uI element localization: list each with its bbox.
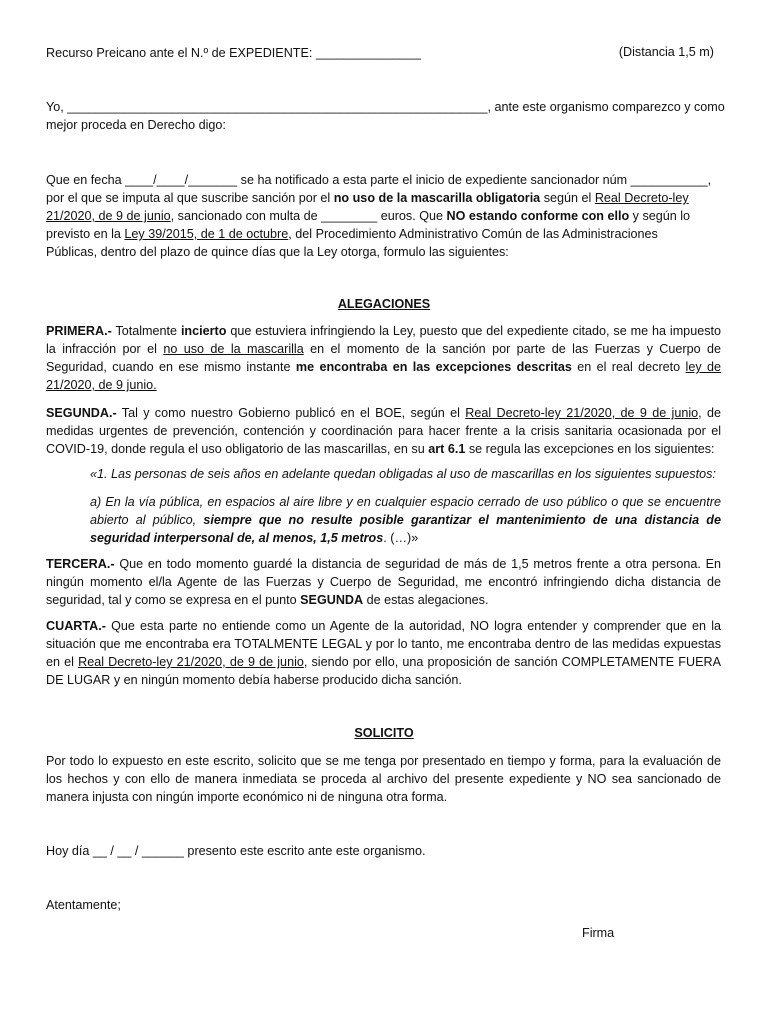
primera-text: que estuviera infringiendo la Ley, puesto que del expediente citado, se me ha impuesto la infracción por el	[46, 324, 721, 356]
que-bold-no-conforme: NO estando conforme con ello	[446, 209, 630, 223]
que-text: y según lo	[629, 209, 691, 223]
primera-text: en el real decreto	[571, 360, 686, 374]
yo-line-2: mejor proceda en Derecho digo:	[46, 118, 226, 132]
tercera-text: de estas alegaciones.	[363, 593, 489, 607]
que-text: , del Procedimiento Administrativo Común de las Administraciones	[288, 227, 658, 241]
cuarta-rdl-ref: Real Decreto-ley 21/2020, de 9 de junio	[78, 655, 304, 669]
segunda-paragraph	[46, 404, 721, 458]
distancia-label: (Distancia 1,5 m)	[618, 45, 714, 59]
que-text: previsto en la	[46, 227, 125, 241]
segunda-text: , de medidas urgentes de prevención, contención y coordinación para hacer frente a la crisis sanitaria ocasionada por el COVID-19, donde regula el uso obligatorio de las mascarillas, en su	[46, 406, 721, 456]
cuarta-text: Que esta parte no entiende como un Agente de la autoridad, NO logra entender y comprender que en la situación que me encontraba era TOTALMENTE LEGAL y por lo tanto, me encontraba dentro de las medidas expuestas en el	[46, 619, 721, 669]
que-text: por el que se imputa al que suscribe sanción por el	[46, 191, 334, 205]
que-paragraph	[46, 171, 721, 261]
tercera-text: Que en todo momento guardé la distancia de seguridad de más de 1,5 metros frente a otra persona. En ningún momento el/la Agente de las Fuerzas y Cuerpo de Seguridad, me encontró infringiendo dicha distancia de seguridad, tal y como se expresa en el punto	[46, 557, 721, 607]
fecha-line: Hoy día __ / __ / ______ presento este escrito ante este organismo.	[46, 844, 426, 858]
primera-text: en el momento de la sanción por parte de las Fuerzas y Cuerpo de Seguridad, cuando en ese mismo instante	[46, 342, 721, 374]
primera-label: PRIMERA.-	[46, 324, 112, 338]
segunda-rdl-ref: Real Decreto-ley 21/2020, de 9 de junio	[465, 406, 699, 420]
que-line-1: Que en fecha ____/____/_______ se ha notificado a esta parte el inicio de expediente sancionador núm ___________,	[46, 173, 712, 187]
cuarta-label: CUARTA.-	[46, 619, 106, 633]
primera-ley-ref: ley de 21/2020, de 9 junio.	[46, 360, 722, 392]
que-ley-link: Ley 39/2015, de 1 de octubre	[124, 227, 289, 241]
alegaciones-heading: ALEGACIONES	[337, 297, 431, 311]
yo-line: Yo, ____________________________________________________________, ante este organismo comparezco y como	[46, 100, 725, 114]
que-text: , sancionado con multa de ________ euros. Que	[170, 209, 447, 223]
segunda-art-ref: art 6.1	[428, 442, 466, 456]
quote-text: a) En la vía pública, en espacios al aire libre y en cualquier espacio cerrado de uso público o que se encuentre abierto al público,	[90, 495, 721, 527]
quote-line-1: «1. Las personas de seis años en adelante quedan obligadas al uso de mascarillas en los siguientes supuestos:	[90, 467, 716, 481]
atentamente: Atentamente;	[46, 898, 121, 912]
firma-label: Firma	[582, 926, 615, 940]
primera-bold-excepciones: me encontraba en las excepciones descritas	[295, 360, 572, 374]
tercera-label: TERCERA.-	[46, 557, 115, 571]
que-rdl-date: 21/2020, de 9 de junio	[46, 209, 171, 223]
primera-bold: incierto	[180, 324, 227, 338]
primera-paragraph	[46, 322, 721, 394]
tercera-paragraph	[46, 555, 721, 609]
segunda-text: se regula las excepciones en los siguientes:	[465, 442, 715, 456]
tercera-bold: SEGUNDA	[300, 593, 364, 607]
quote-paragraph	[90, 493, 721, 547]
solicito-heading: SOLICITO	[354, 726, 414, 740]
primera-text: Totalmente	[111, 324, 181, 338]
que-text: según el	[540, 191, 595, 205]
segunda-label: SEGUNDA.-	[46, 406, 117, 420]
que-text: Públicas, dentro del plazo de quince días que la Ley otorga, formulo las siguientes:	[46, 245, 509, 259]
que-bold-mascarilla: no uso de la mascarilla obligatoria	[333, 191, 541, 205]
cuarta-paragraph	[46, 617, 721, 689]
primera-underline: no uso de la mascarilla	[163, 342, 304, 356]
solicito-paragraph: Por todo lo expuesto en este escrito, solicito que se me tenga por presentado en tiempo y forma, para la evaluación de los hechos y con ello de manera inmediata se proceda al archivo del presente expediente y NO sea sancionado de manera injusta con ningún importe económico ni de ninguna otra forma.	[46, 754, 721, 804]
cuarta-text: , siendo por ello, una proposición de sanción COMPLETAMENTE FUERA DE LUGAR y en ningún momento debía haberse producido dicha sanción.	[46, 655, 721, 687]
que-rdl-link: Real Decreto-ley	[594, 191, 689, 205]
expediente-line: Recurso Preicano ante el N.º de EXPEDIENTE: _______________	[46, 46, 421, 60]
quote-bold: siempre que no resulte posible garantizar el mantenimiento de una distancia de seguridad interpersonal de, al menos, 1,5 metros	[90, 513, 721, 545]
quote-end: . (…)»	[383, 531, 419, 545]
segunda-text: Tal y como nuestro Gobierno publicó en el BOE, según el	[116, 406, 466, 420]
